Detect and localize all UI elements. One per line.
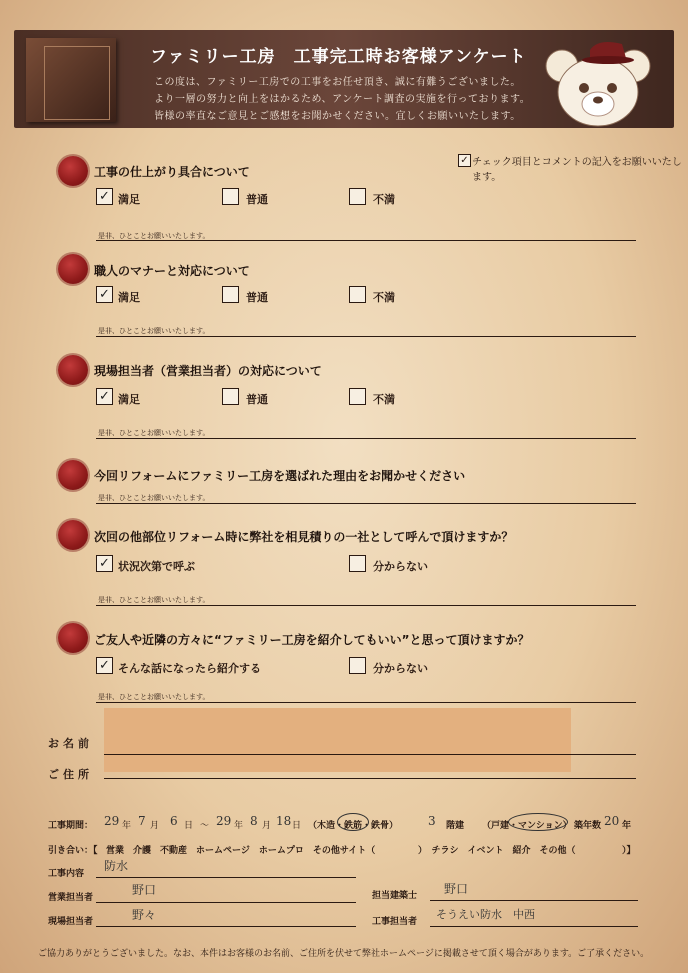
architect-line [430, 900, 638, 901]
q2-option-3-checkbox[interactable] [349, 286, 366, 303]
q3-comment-hint: 是非、ひとことお願いいたします。 [98, 429, 210, 437]
intro-line-3: 皆様の率直なご意見とご感想をお聞かせください。宜しくお願いいたします。 [154, 111, 521, 122]
name-field-line[interactable] [104, 754, 636, 755]
redacted-personal-info [104, 708, 571, 772]
work-label: 工事内容 [48, 869, 85, 879]
period-month-unit: 月 [262, 821, 272, 831]
sales-value: 野口 [132, 883, 157, 897]
source-items-2: ） チラシ イベント 紹介 その他（ [418, 846, 576, 856]
check-mark: ✓ [99, 287, 110, 302]
check-mark: ✓ [99, 556, 110, 571]
wax-seal-icon [58, 623, 88, 653]
source-end: ）】 [622, 846, 636, 856]
wax-seal-icon [58, 520, 88, 550]
site-value: 野々 [132, 908, 157, 922]
period-end-month: 8 [250, 814, 258, 828]
period-end-day: 18 [276, 814, 292, 828]
question-6-title: ご友人や近隣の方々に“ファミリー工房を紹介してもいい”と思って頂けますか？ [94, 633, 530, 647]
q1-comment-hint: 是非、ひとことお願いいたします。 [98, 232, 210, 240]
site-label: 現場担当者 [48, 917, 94, 927]
age-unit: 年 [622, 821, 632, 831]
q3-comment-line[interactable] [96, 438, 636, 439]
q6-option-2-checkbox[interactable] [349, 657, 366, 674]
q5-option-1-checkbox[interactable] [96, 555, 113, 572]
engineer-line [430, 926, 638, 927]
q1-option-3-label: 不満 [373, 193, 395, 206]
period-year-unit: 年 [122, 821, 132, 831]
q6-comment-line[interactable] [96, 702, 636, 703]
address-label: ご住所 [48, 768, 93, 781]
age-value: 20 [604, 814, 620, 828]
q2-option-2-label: 普通 [246, 291, 268, 304]
type-circle-mark [508, 813, 568, 831]
work-line [96, 877, 356, 878]
q3-option-3-checkbox[interactable] [349, 388, 366, 405]
type-options: （戸建・マンション） [482, 821, 572, 831]
sales-line [96, 902, 356, 903]
period-start-year: 29 [104, 814, 120, 828]
q3-option-2-checkbox[interactable] [222, 388, 239, 405]
q5-option-2-label: 分からない [373, 560, 428, 573]
q1-comment-line[interactable] [96, 240, 636, 241]
q5-option-1-label: 状況次第で呼ぶ [118, 560, 195, 573]
q6-option-2-label: 分からない [373, 662, 428, 675]
q1-option-2-checkbox[interactable] [222, 188, 239, 205]
period-end-year: 29 [216, 814, 232, 828]
source-label: 引き合い：【 [48, 846, 98, 856]
engineer-label: 工事担当者 [372, 917, 418, 927]
address-field-line[interactable] [104, 778, 636, 779]
q2-option-1-checkbox[interactable] [96, 286, 113, 303]
q5-comment-hint: 是非、ひとことお願いいたします。 [98, 596, 210, 604]
sales-label: 営業担当者 [48, 893, 94, 903]
q1-option-1-label: 満足 [118, 193, 140, 206]
book-cover-frame [44, 46, 110, 120]
q1-option-2-label: 普通 [246, 193, 268, 206]
footer-notice: ご協力ありがとうございました。なお、本件はお客様のお名前、ご住所を伏せて弊社ホームページに掲載させて頂く場合があります。ご了承ください。 [38, 949, 650, 959]
check-mark: ✓ [99, 389, 110, 404]
check-mark: ✓ [99, 658, 110, 673]
question-3-title: 現場担当者（営業担当者）の対応について [94, 364, 322, 378]
source-items: 営業 介護 不動産 ホームページ ホームプロ その他サイト（ [106, 846, 376, 856]
period-label: 工事期間： [48, 821, 94, 831]
intro-line-1: この度は、ファミリー工房での工事をお任せ頂き、誠に有難うございました。 [154, 77, 521, 88]
intro-line-2: より一層の努力と向上をはかるため、アンケート調査の実施を行っております。 [154, 94, 531, 105]
q3-option-2-label: 普通 [246, 393, 268, 406]
structure-options: （木造・鉄筋・鉄骨） [308, 821, 399, 831]
q6-option-1-checkbox[interactable] [96, 657, 113, 674]
q5-option-2-checkbox[interactable] [349, 555, 366, 572]
q2-comment-line[interactable] [96, 336, 636, 337]
q3-option-1-label: 満足 [118, 393, 140, 406]
q2-option-2-checkbox[interactable] [222, 286, 239, 303]
period-day-unit: 日 [184, 821, 194, 831]
wax-seal-icon [58, 254, 88, 284]
q5-comment-line[interactable] [96, 605, 636, 606]
engineer-value: そうえい防水 中西 [436, 908, 535, 921]
period-start-month: 7 [138, 814, 146, 828]
bear-mascot-icon [538, 34, 658, 128]
q2-option-3-label: 不満 [373, 291, 395, 304]
question-2-title: 職人のマナーと対応について [94, 264, 250, 278]
q3-option-3-label: 不満 [373, 393, 395, 406]
q1-option-1-checkbox[interactable] [96, 188, 113, 205]
period-start-day: 6 [170, 814, 178, 828]
wax-seal-icon [58, 156, 88, 186]
name-label: お名前 [48, 737, 93, 750]
wax-seal-icon [58, 460, 88, 490]
work-value: 防水 [104, 859, 129, 873]
architect-label: 担当建築士 [372, 891, 418, 901]
q2-comment-hint: 是非、ひとことお願いいたします。 [98, 327, 210, 335]
question-5-title: 次回の他部位リフォーム時に弊社を相見積りの一社として呼んで頂けますか？ [94, 530, 514, 544]
note-checkbox: ✓ [458, 154, 471, 167]
age-label: 築年数 [574, 821, 602, 831]
site-line [96, 926, 356, 927]
page-title: ファミリー工房 工事完工時お客様アンケート [150, 47, 527, 67]
q4-comment-line[interactable] [96, 503, 636, 504]
q6-option-1-label: そんな話になったら紹介する [118, 662, 261, 675]
question-4-title: 今回リフォームにファミリー工房を選ばれた理由をお聞かせください [94, 469, 466, 483]
period-tilde: ～ [200, 821, 210, 831]
check-mark: ✓ [99, 189, 110, 204]
q3-option-1-checkbox[interactable] [96, 388, 113, 405]
wax-seal-icon [58, 355, 88, 385]
period-month-unit: 月 [150, 821, 160, 831]
instruction-note: チェック項目とコメントの記入をお願いいたします。 [472, 157, 682, 183]
q6-comment-hint: 是非、ひとことお願いいたします。 [98, 693, 210, 701]
q1-option-3-checkbox[interactable] [349, 188, 366, 205]
structure-circle-mark [337, 813, 369, 831]
question-1-title: 工事の仕上がり具合について [94, 165, 250, 179]
floors-value: 3 [428, 814, 436, 828]
period-day-unit: 日 [292, 821, 302, 831]
q2-option-1-label: 満足 [118, 291, 140, 304]
q4-comment-hint: 是非、ひとことお願いいたします。 [98, 494, 210, 502]
period-year-unit: 年 [234, 821, 244, 831]
floors-label: 階建 [446, 821, 465, 831]
architect-value: 野口 [444, 882, 469, 896]
